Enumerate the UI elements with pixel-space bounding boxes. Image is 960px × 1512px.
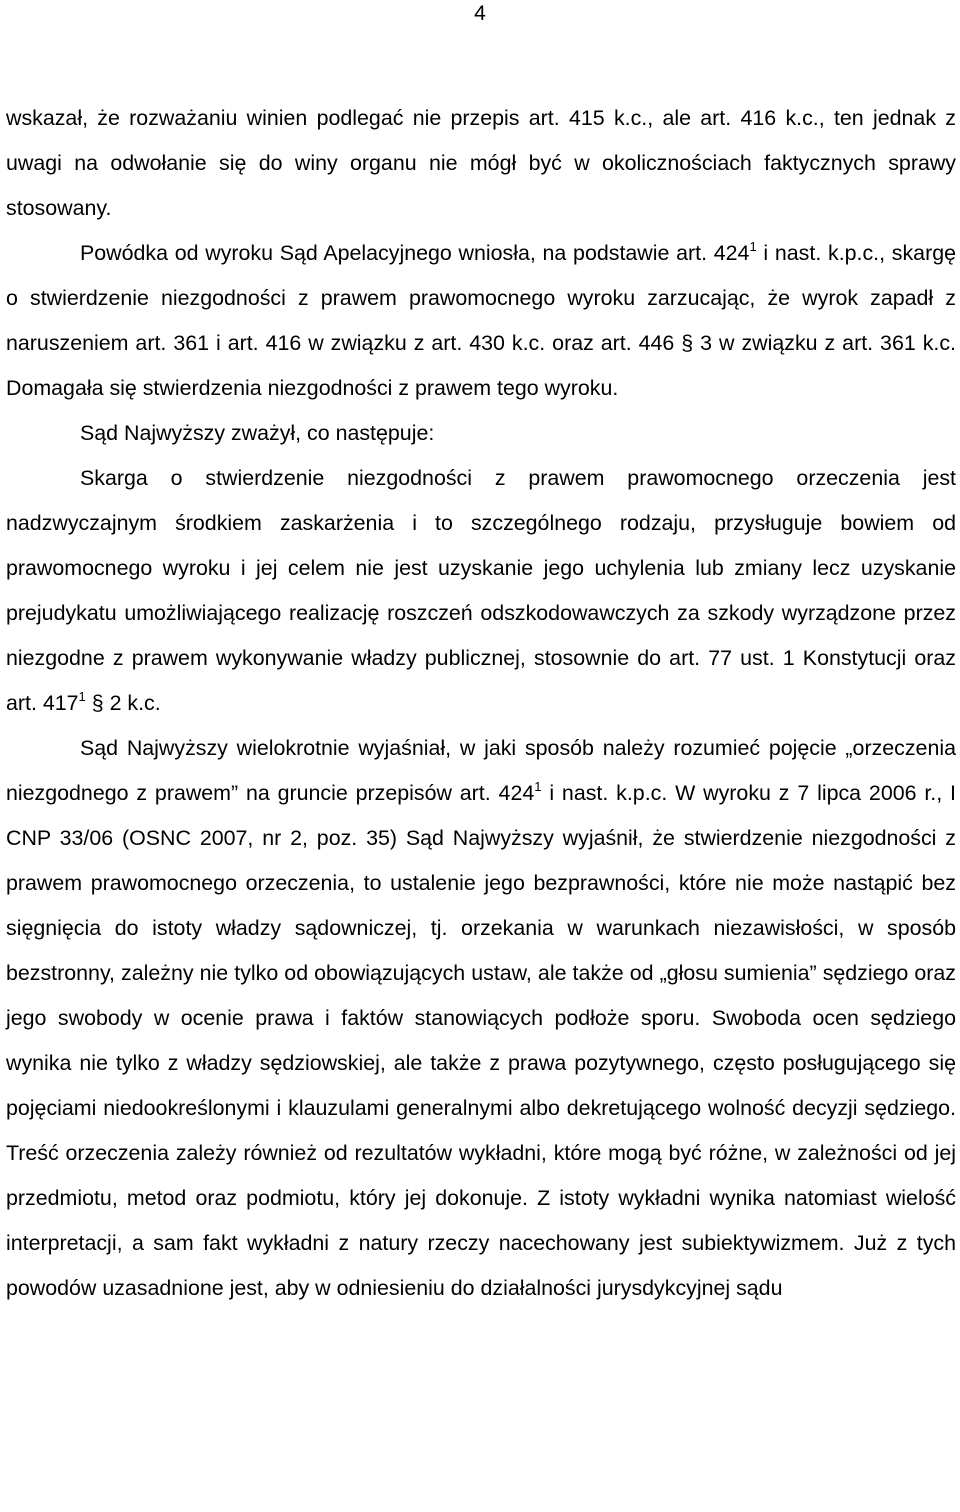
text-segment: Powódka od wyroku Sąd Apelacyjnego wniosła, na podstawie art. 424 (80, 241, 750, 265)
text-segment: Sąd Najwyższy wielokrotnie wyjaśniał, w jaki sposób należy rozumieć pojęcie „orzeczenia niezgodnego z prawem” na gruncie przepisów art. 424 (6, 736, 956, 805)
paragraph-p2 (6, 231, 956, 411)
text-segment: Skarga o stwierdzenie niezgodności z prawem prawomocnego orzeczenia jest nadzwyczajnym środkiem zaskarżenia i to szczególnego rodzaju, przysługuje bowiem od prawomocnego wyroku i jej celem nie jest uzyskanie jego uchylenia lub zmiany lecz uzyskanie prejudykatu umożliwiającego realizację roszczeń odszkodowawczych za szkody wyrządzone przez niezgodne z prawem wykonywanie władzy publicznej, stosownie do art. 77 ust. 1 Konstytucji oraz art. 417 (6, 466, 956, 715)
paragraph-p4 (6, 456, 956, 726)
text-segment: i nast. k.p.c. W wyroku z 7 lipca 2006 r., I CNP 33/06 (OSNC 2007, nr 2, poz. 35) Sąd Najwyższy wyjaśnił, że stwierdzenie niezgodności z prawem prawomocnego orzeczenia, to ustalenie jego bezprawności, które nie może nastąpić bez sięgnięcia do istoty władzy sądowniczej, tj. orzekania w warunkach niezawisłości, w sposób bezstronny, zależny nie tylko od obowiązujących ustaw, ale także od „głosu sumienia” sędziego oraz jego swobody w ocenie prawa i faktów stanowiących podłoże sporu. Swoboda ocen sędziego wynika nie tylko z władzy sędziowskiej, ale także z prawa pozytywnego, często posługującego się pojęciami niedookreślonymi i klauzulami generalnymi albo dekretującego wolność decyzji sędziego. Treść orzeczenia zależy również od rezultatów wykładni, które mogą być różne, w zależności od jej przedmiotu, metod oraz podmiotu, który jej dokonuje. Z istoty wykładni wynika natomiast wielość interpretacji, a sam fakt wykładni z natury rzeczy nacechowany jest subiektywizmem. Już z tych powodów uzasadnione jest, aby w odniesieniu do działalności jurysdykcyjnej sądu (6, 781, 956, 1300)
paragraph-p3 (6, 411, 956, 456)
text-segment: i nast. k.p.c., skargę o stwierdzenie niezgodności z prawem prawomocnego wyroku zarzucając, że wyrok zapadł z naruszeniem art. 361 i art. 416 w związku z art. 430 k.c. oraz art. 446 § 3 w związku z art. 361 k.c. Domagała się stwierdzenia niezgodności z prawem tego wyroku. (6, 241, 956, 400)
paragraph-p5 (6, 726, 956, 1311)
text-segment: Sąd Najwyższy zważył, co następuje: (80, 421, 435, 445)
superscript: 1 (534, 779, 542, 794)
superscript: 1 (749, 239, 757, 254)
paragraph-p1 (6, 96, 956, 231)
text-segment: wskazał, że rozważaniu winien podlegać nie przepis art. 415 k.c., ale art. 416 k.c., ten jednak z uwagi na odwołanie się do winy organu nie mógł być w okolicznościach faktycznych sprawy stosowany. (6, 106, 956, 220)
document-body (6, 96, 956, 1311)
text-segment: § 2 k.c. (85, 691, 161, 715)
superscript: 1 (78, 689, 86, 704)
page-number: 4 (474, 2, 486, 25)
